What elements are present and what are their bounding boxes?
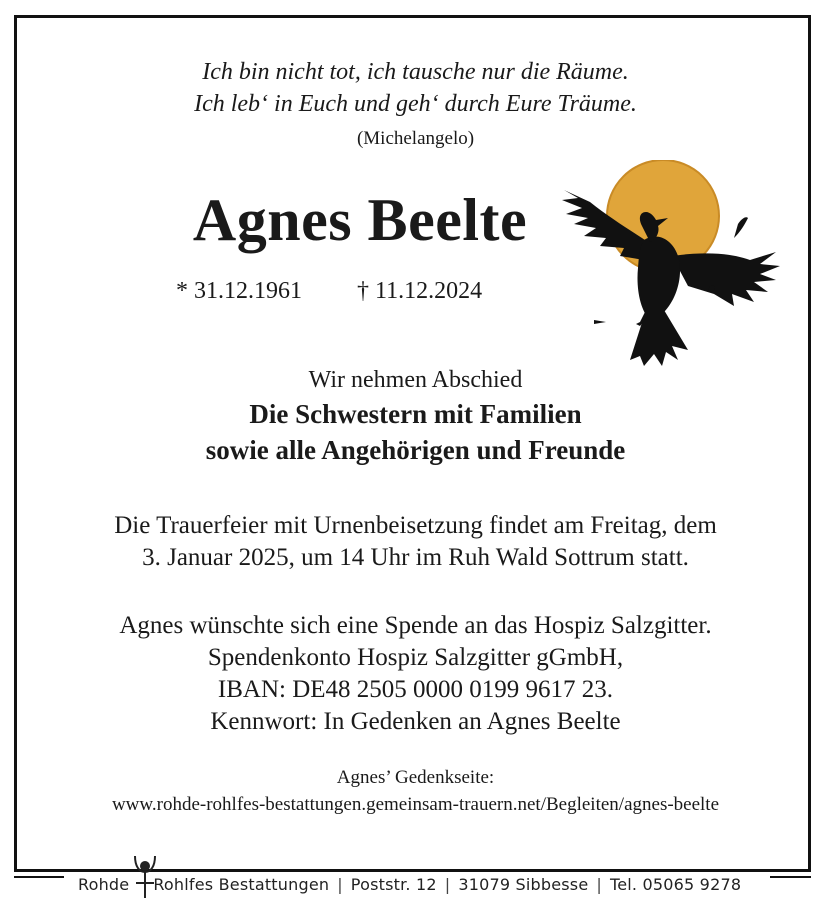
death-date: † 11.12.2024 bbox=[357, 278, 483, 304]
farewell-section bbox=[0, 364, 831, 468]
quote-line-1: Ich bin nicht tot, ich tausche nur die Räume. bbox=[202, 59, 629, 85]
quote-author: (Michelangelo) bbox=[356, 128, 475, 149]
footer-rule-left bbox=[14, 876, 64, 878]
company-phone: Tel. 05065 9278 bbox=[609, 875, 742, 894]
company-address: Poststr. 12 bbox=[350, 875, 437, 894]
memorial-page bbox=[0, 764, 831, 818]
quote bbox=[0, 56, 831, 120]
footer-rule-right bbox=[770, 876, 811, 878]
farewell-lead: Wir nehmen Abschied bbox=[308, 367, 523, 393]
deceased-name: Agnes Beelte bbox=[192, 187, 528, 253]
memorial-url[interactable]: www.rohde-rohlfes-bestattungen.gemeinsam-trauern.net/Begleiten/agnes-beelte bbox=[111, 794, 720, 815]
donation-line-2: Spendenkonto Hospiz Salzgitter gGmbH, bbox=[207, 644, 624, 671]
company-city: 31079 Sibbesse bbox=[458, 875, 589, 894]
mourners-line-1: Die Schwestern mit Familien bbox=[249, 399, 582, 429]
ceremony-info bbox=[0, 510, 831, 574]
ceremony-line-1: Die Trauerfeier mit Urnenbeisetzung findet am Freitag, dem bbox=[114, 512, 717, 539]
company-name-part-1: Rohde bbox=[78, 875, 130, 894]
company-name-part-2: Rohlfes Bestattungen bbox=[153, 875, 330, 894]
donation-line-3: IBAN: DE48 2505 0000 0199 9617 23. bbox=[217, 676, 614, 703]
quote-line-2: Ich leb‘ in Euch und geh‘ durch Eure Träume. bbox=[194, 91, 637, 117]
raven-with-sun-icon bbox=[560, 160, 785, 375]
mourners-line-2: sowie alle Angehörigen und Freunde bbox=[205, 435, 626, 465]
donation-info bbox=[0, 610, 831, 738]
donation-line-1: Agnes wünschte sich eine Spende an das Hospiz Salzgitter. bbox=[119, 612, 712, 639]
funeral-home-footer: Rohde Rohlfes Bestattungen | Poststr. 12 | 31079 Sibbesse | Tel. 05065 9278 bbox=[78, 875, 742, 894]
donation-line-4: Kennwort: In Gedenken an Agnes Beelte bbox=[210, 708, 621, 735]
ceremony-line-2: 3. Januar 2025, um 14 Uhr im Ruh Wald Sottrum statt. bbox=[142, 544, 689, 571]
memorial-label: Agnes’ Gedenkseite: bbox=[336, 767, 495, 788]
birth-date: * 31.12.1961 bbox=[176, 278, 302, 304]
